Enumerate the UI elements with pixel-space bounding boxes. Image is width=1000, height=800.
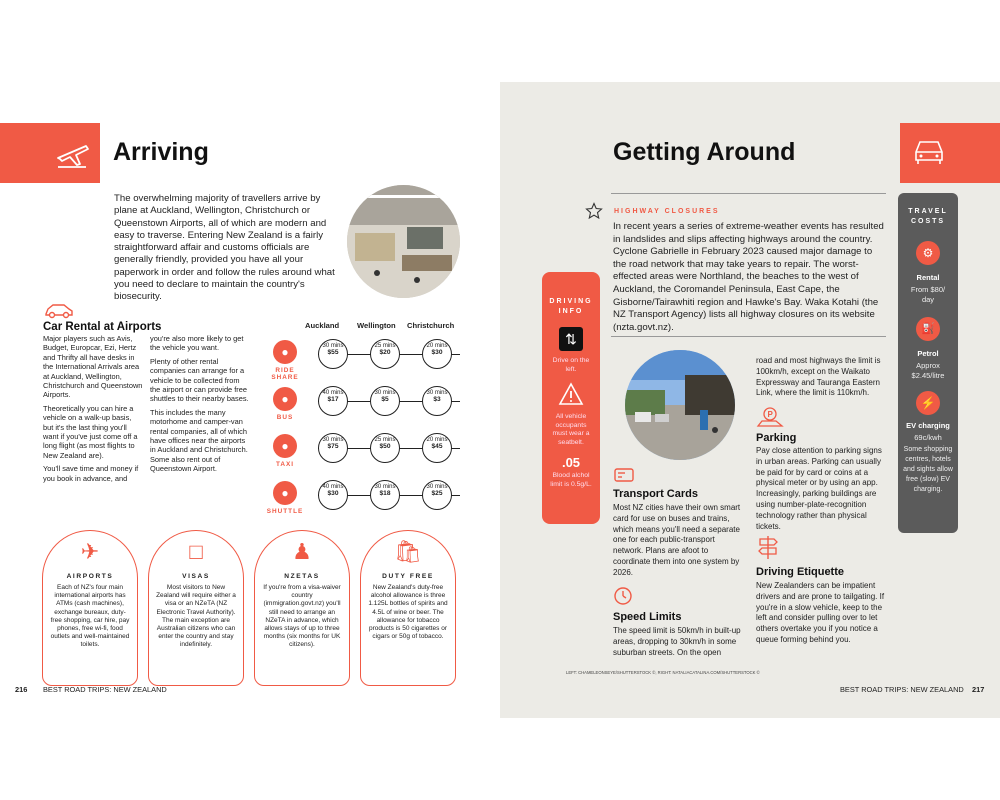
transfer-price: $45	[431, 442, 443, 450]
intro-text: The overwhelming majority of travellers arrive by plane at Auckland, Wellington, Christchurch or Queenstown Airports, all of which are modern and easy to traverse. Entering New Zealand is a fairly straightforward affair and customs officials are generally friendly, provided you have all your paperwork in order and follow the rules around what you need to declare to maintain the country's biosecurity.	[114, 193, 335, 303]
speed-limits-text: The speed limit is 50km/h in built-up areas, dropping to 30km/h in some suburban streets. On the open	[613, 626, 741, 657]
transfer-mode-label: BUS	[276, 414, 294, 421]
shuttle-icon: ●	[273, 481, 297, 505]
transfer-cell	[318, 433, 348, 463]
transport-cards-heading: Transport Cards	[613, 488, 698, 500]
parking-text: Pay close attention to parking signs in urban areas. Parking can usually be paid for by card or coins at a physical meter or by using an app. Increasingly, parking buildings are using number-plate-recognition technology rather than physical tickets.	[756, 446, 882, 531]
car-rental-col1	[43, 334, 143, 483]
transfer-time: 20 mins	[426, 343, 448, 349]
transfer-cell	[318, 386, 348, 416]
car-icon: ●	[273, 340, 297, 364]
warning-icon	[542, 382, 600, 411]
pill-title: DUTY FREE	[382, 573, 434, 580]
transfer-mode	[262, 340, 308, 381]
driving-etiquette-text: New Zealanders can be impatient drivers and are prone to tailgating. If you're in a slow vehicle, keep to the left and consider pulling over to let others overtake you if you notice a queue forming behind you.	[756, 581, 885, 644]
rule	[611, 193, 886, 194]
car-rental-para: Theoretically you can hire a vehicle on a walk-up basis, but it's the last thing you'll want if you've just come off a long flight (as most flights to New Zealand are).	[43, 403, 138, 460]
transfer-price: $55	[327, 348, 339, 356]
ev-plug-icon: ⚡	[916, 391, 940, 415]
speedometer-icon	[613, 586, 633, 606]
transfer-time: 30 mins	[426, 484, 448, 490]
pill-title: VISAS	[182, 573, 210, 580]
info-pill	[254, 530, 350, 686]
car-rental-para: Major players such as Avis, Budget, Europcar, Ezi, Hertz and Thrifty all have desks in the International Arrivals area at Auckland, Wellington, Christchurch and Queenstown Airports.	[43, 334, 143, 400]
bus-icon: ●	[273, 387, 297, 411]
transfer-cell	[422, 433, 452, 463]
transfer-cell	[370, 339, 400, 369]
transfer-mode	[262, 481, 308, 515]
pill-title: AIRPORTS	[66, 573, 114, 580]
transfer-time: 30 mins	[374, 484, 396, 490]
transfer-time: 30 mins	[374, 390, 396, 396]
officer-icon: ♟	[292, 539, 312, 564]
transfer-cell	[318, 339, 348, 369]
parking-heading: Parking	[756, 432, 797, 444]
transfer-cell	[422, 480, 452, 510]
right-page-number: 217	[972, 685, 985, 694]
airport-icon: ✈	[80, 539, 100, 564]
cost-text: From $80/ day	[910, 285, 946, 304]
car-rental-para: Plenty of other rental companies can arrange for a vehicle to be collected from the airport or can provide free shuttles to their nearby bases.	[150, 356, 249, 404]
car-rental-para: you're also more likely to get the vehicle you want.	[150, 334, 244, 353]
transfer-cell	[422, 386, 452, 416]
pill-text: New Zealand's duty-free alcohol allowance is three 1.125L bottles of spirits and 4.5L of wine or beer. The allowance for tobacco products is 50 cigarettes or cigars or 50g of tobacco.	[368, 584, 448, 641]
alcohol-limit-text: Blood alchol limit is 0.5g/L.	[550, 472, 592, 488]
pill-text: Each of NZ's four main international airports has ATMs (cash machines), exchange bureaux, duty-free shopping, car hire, pay phones, free wi-fi, food outlets and well-maintained toilets.	[50, 584, 130, 649]
plane-icon	[52, 136, 92, 170]
transfer-time: 40 mins	[322, 484, 344, 490]
taxi-icon: ●	[273, 434, 297, 458]
info-pill	[42, 530, 138, 686]
transfer-cell	[370, 480, 400, 510]
seatbelt-rule: All vehicle occupants must wear a seatbelt.	[552, 413, 590, 446]
passport-icon: □	[189, 539, 203, 564]
parking-icon	[756, 406, 786, 430]
left-footer: BEST ROAD TRIPS: NEW ZEALAND	[43, 685, 167, 694]
transfer-mode	[262, 387, 308, 421]
car-front-icon	[912, 136, 946, 166]
cost-text: Approx $2.45/litre	[911, 361, 945, 380]
transfer-row	[318, 480, 448, 512]
transfer-mode-label: TAXI	[275, 461, 295, 468]
transfer-price: $20	[379, 348, 391, 356]
shopping-bag-icon: 🛍	[394, 539, 422, 564]
transfer-time: 30 mins	[322, 343, 344, 349]
car-icon	[44, 303, 74, 319]
transfer-price: $30	[327, 489, 339, 497]
column-header: Auckland	[305, 321, 340, 330]
cost-text: 69c/kwh	[914, 433, 942, 442]
driving-etiquette-heading: Driving Etiquette	[756, 566, 845, 578]
transfer-cell	[370, 433, 400, 463]
transfer-time: 25 mins	[374, 437, 396, 443]
car-rental-para: This includes the many motorhome and camper-van rental companies, all of which have offices near the airports in Auckland and Christchurch. Some also rent out of Queenstown Airport.	[150, 407, 248, 474]
transfer-time: 30 mins	[426, 390, 448, 396]
photo-credit: LEFT: CHAMELEONSEYE/SHUTTERSTOCK ©, RIGHT: NATALIACATALINA.COM/SHUTTERSTOCK ©	[566, 670, 760, 675]
transfer-cell	[422, 339, 452, 369]
car-rental-heading: Car Rental at Airports	[43, 321, 162, 333]
transfer-row	[318, 386, 448, 418]
transfer-time: 20 mins	[426, 437, 448, 443]
transfer-row	[318, 339, 448, 371]
transfer-row	[318, 433, 448, 465]
driving-info-label: DRIVING INFO	[549, 298, 593, 315]
car-key-icon: ⚙	[916, 241, 940, 265]
car-rental-para: You'll save time and money if you book in advance, and	[43, 464, 139, 483]
road-photo	[625, 350, 735, 460]
transfer-time: 40 mins	[322, 390, 344, 396]
rule	[611, 336, 886, 337]
column-header: Christchurch	[407, 321, 455, 330]
pill-text: If you're from a visa-waiver country (immigration.govt.nz) you'll still need to arrange an NZeTA in advance, which allows stays of up to three months (six months for UK citizens).	[263, 584, 341, 649]
highway-closures-label: HIGHWAY CLOSURES	[614, 208, 720, 215]
transfer-cell	[318, 480, 348, 510]
transfer-time: 30 mins	[322, 437, 344, 443]
column-header: Wellington	[357, 321, 396, 330]
page-title: Arriving	[113, 138, 209, 166]
cost-head: EV charging	[906, 421, 950, 430]
transfer-cell	[370, 386, 400, 416]
page-title: Getting Around	[613, 138, 796, 166]
alcohol-limit-value: .05	[561, 455, 581, 470]
transfer-price: $75	[327, 442, 339, 450]
transfer-price: $18	[379, 489, 391, 497]
transfer-time: 25 mins	[374, 343, 396, 349]
airport-photo	[347, 185, 460, 298]
cost-head: Petrol	[917, 349, 939, 358]
transfer-mode	[262, 434, 308, 468]
signpost-icon	[756, 534, 780, 560]
left-page-number: 216	[15, 685, 28, 694]
pill-text: Most visitors to New Zealand will require either a visa or an NZeTA (NZ Electronic Travel Authority). The main exception are Australian citizens who can enter the country and stay indefinitely.	[156, 584, 236, 649]
fuel-pump-icon: ⛽	[916, 317, 940, 341]
transfer-mode-label: RIDE SHARE	[271, 367, 299, 381]
transfer-price: $5	[381, 395, 389, 403]
driving-info-box	[542, 272, 600, 524]
transport-card-icon	[613, 466, 635, 484]
speed-limits-continued: road and most highways the limit is 100km/h, except on the Waikato Expressway and Tauranga Eastern Link, where the limit is 110km/h.	[756, 356, 881, 398]
transfer-price: $3	[433, 395, 441, 403]
info-pill	[148, 530, 244, 686]
highway-closures-text: In recent years a series of extreme-weather events has resulted in landslides and slips affecting highways around the country. Cyclone Gabrielle in February 2023 caused major damage to the road network that may take years to repair. The worst-effected areas were Northland, the beaches to the west of Auckland, the Coromandel Peninsula, East Cape, the Gisborne/Tairawhiti region and Hawke's Bay. Waka Kotahi (the NZ Transport Agency) lists all highway closures on its website (nzta.govt.nz).	[613, 221, 884, 333]
pill-title: NZETAS	[284, 573, 320, 580]
transport-cards-text: Most NZ cities have their own smart card for use on buses and trains, which means you'll need a separate one for each public-transport network. Plans are afoot to coordinate them into one system by 2026.	[613, 503, 741, 577]
svg-text:P: P	[767, 410, 773, 419]
cost-note: Some shopping centres, hotels and sights allow free (slow) EV charging.	[903, 446, 953, 493]
transfer-mode-label: SHUTTLE	[266, 508, 304, 515]
travel-costs-label: TRAVEL COSTS	[908, 208, 948, 225]
transfer-price: $50	[379, 442, 391, 450]
info-pill	[360, 530, 456, 686]
transfer-price: $17	[327, 395, 339, 403]
travel-costs-box	[898, 193, 958, 533]
cost-head: Rental	[916, 273, 940, 282]
speed-limits-heading: Speed Limits	[613, 611, 682, 623]
drive-on-left: Drive on the left.	[552, 357, 590, 373]
two-way-arrows-icon: ⇅	[559, 327, 583, 351]
transfer-table-header	[300, 321, 470, 333]
star-icon	[585, 202, 603, 220]
car-rental-col2	[150, 334, 250, 474]
transfer-price: $30	[431, 348, 443, 356]
transfer-price: $25	[431, 489, 443, 497]
right-footer: BEST ROAD TRIPS: NEW ZEALAND	[840, 685, 964, 694]
